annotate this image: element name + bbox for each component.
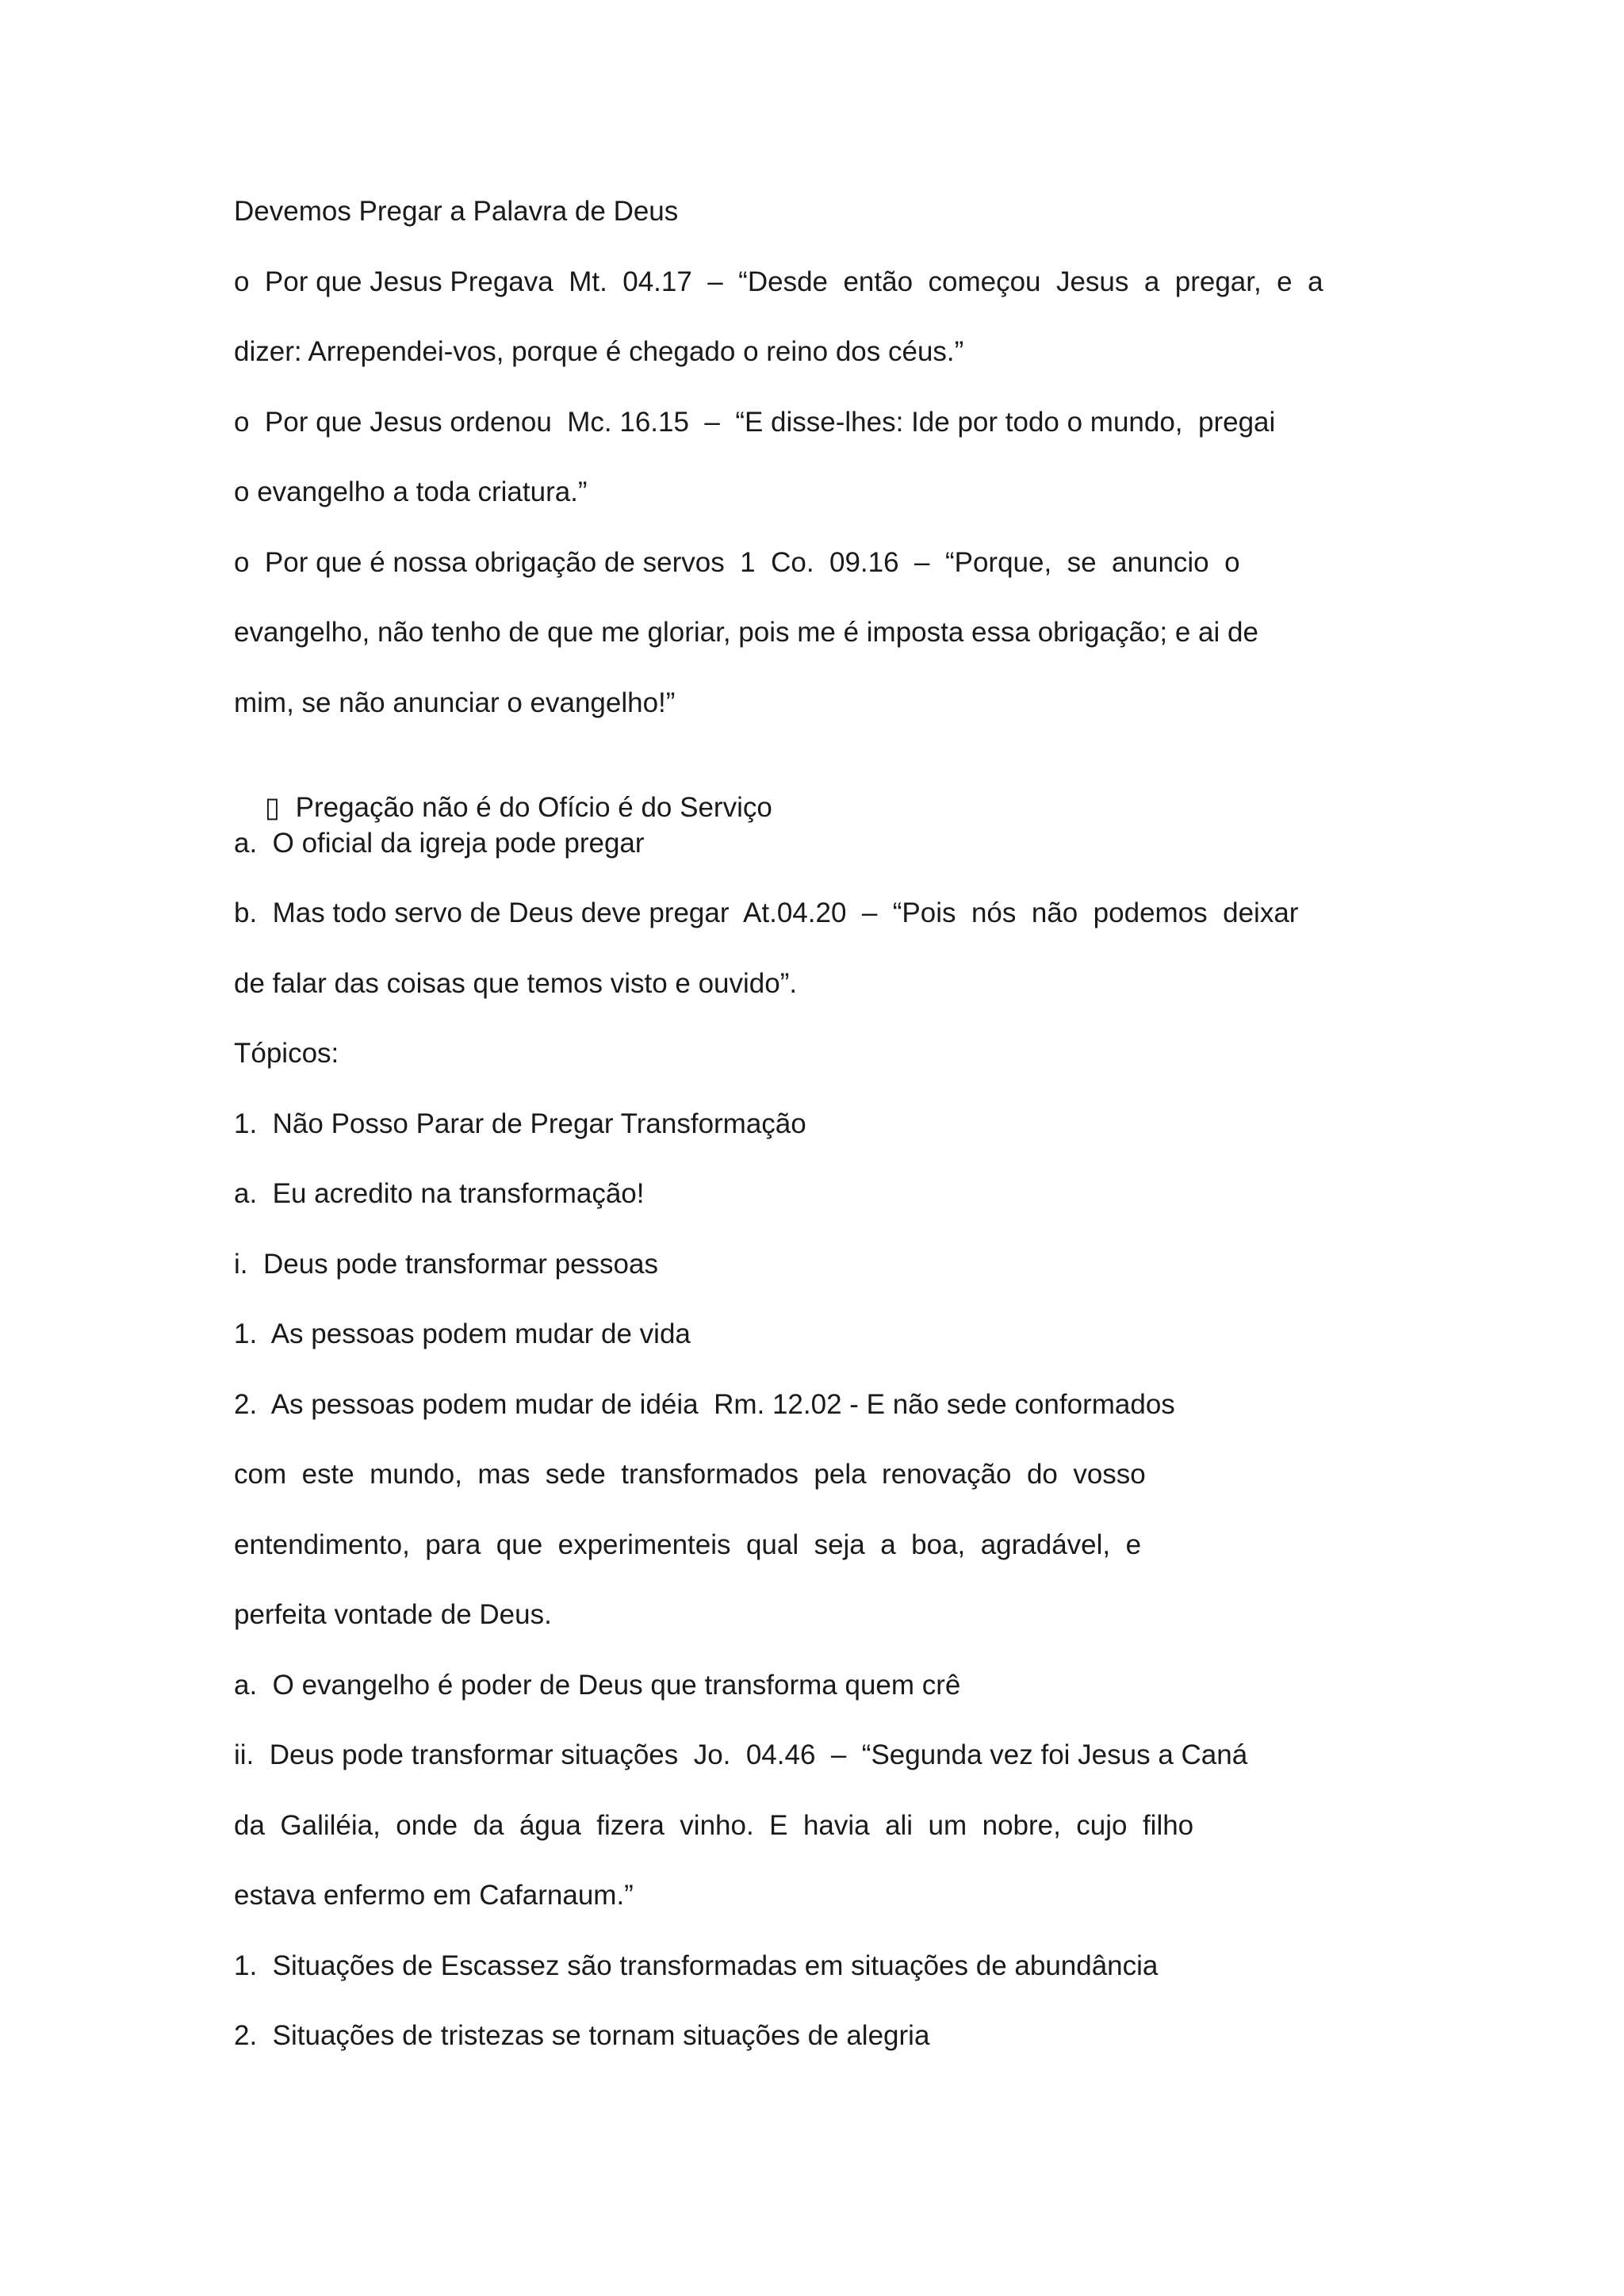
text-line: 1. Não Posso Parar de Pregar Transformação xyxy=(234,1108,806,1139)
text-line: o Por que é nossa obrigação de servos 1 Co. 09.16 – “Porque, se anuncio o xyxy=(234,547,1240,578)
text-line: 2. As pessoas podem mudar de idéia Rm. 12.02 - E não sede conformados xyxy=(234,1389,1175,1420)
bullet-text: Pregação não é do Ofício é do Serviço xyxy=(280,792,772,823)
text-line: dizer: Arrependei-vos, porque é chegado o reino dos céus.” xyxy=(234,336,964,367)
text-line: da Galiléia, onde da água fizera vinho. E havia ali um nobre, cujo filho xyxy=(234,1810,1194,1841)
text-line: a. O oficial da igreja pode pregar xyxy=(234,828,645,859)
document-title: Devemos Pregar a Palavra de Deus xyxy=(234,196,679,227)
text-line: mim, se não anunciar o evangelho!” xyxy=(234,687,676,718)
section-heading: Tópicos: xyxy=(234,1038,339,1069)
text-line: a. Eu acredito na transformação! xyxy=(234,1178,645,1209)
text-line: perfeita vontade de Deus. xyxy=(234,1599,552,1630)
text-line: b. Mas todo servo de Deus deve pregar At.04.20 – “Pois nós não podemos deixar xyxy=(234,897,1299,928)
text-line: com este mundo, mas sede transformados pela renovação do vosso xyxy=(234,1459,1146,1490)
text-line: evangelho, não tenho de que me gloriar, pois me é imposta essa obrigação; e ai de xyxy=(234,617,1258,648)
text-line: ii. Deus pode transformar situações Jo. 04.46 – “Segunda vez foi Jesus a Caná xyxy=(234,1739,1248,1770)
text-line: entendimento, para que experimenteis qual seja a boa, agradável, e xyxy=(234,1529,1142,1560)
text-line: a. O evangelho é poder de Deus que transforma quem crê xyxy=(234,1670,961,1701)
text-line: o evangelho a toda criatura.” xyxy=(234,476,588,507)
text-line: 1. Situações de Escassez são transformadas em situações de abundância xyxy=(234,1950,1159,1981)
text-line: o Por que Jesus ordenou Mc. 16.15 – “E disse-lhes: Ide por todo o mundo, pregai xyxy=(234,407,1276,438)
text-line: estava enfermo em Cafarnaum.” xyxy=(234,1880,634,1911)
text-line: 1. As pessoas podem mudar de vida xyxy=(234,1318,691,1349)
text-line: o Por que Jesus Pregava Mt. 04.17 – “Desde então começou Jesus a pregar, e a xyxy=(234,266,1323,297)
text-line: de falar das coisas que temos visto e ouvido”. xyxy=(234,968,798,999)
text-line: i. Deus pode transformar pessoas xyxy=(234,1249,658,1280)
bullet-box-icon: ▯ xyxy=(264,792,281,823)
text-line: 2. Situações de tristezas se tornam situações de alegria xyxy=(234,2020,930,2051)
